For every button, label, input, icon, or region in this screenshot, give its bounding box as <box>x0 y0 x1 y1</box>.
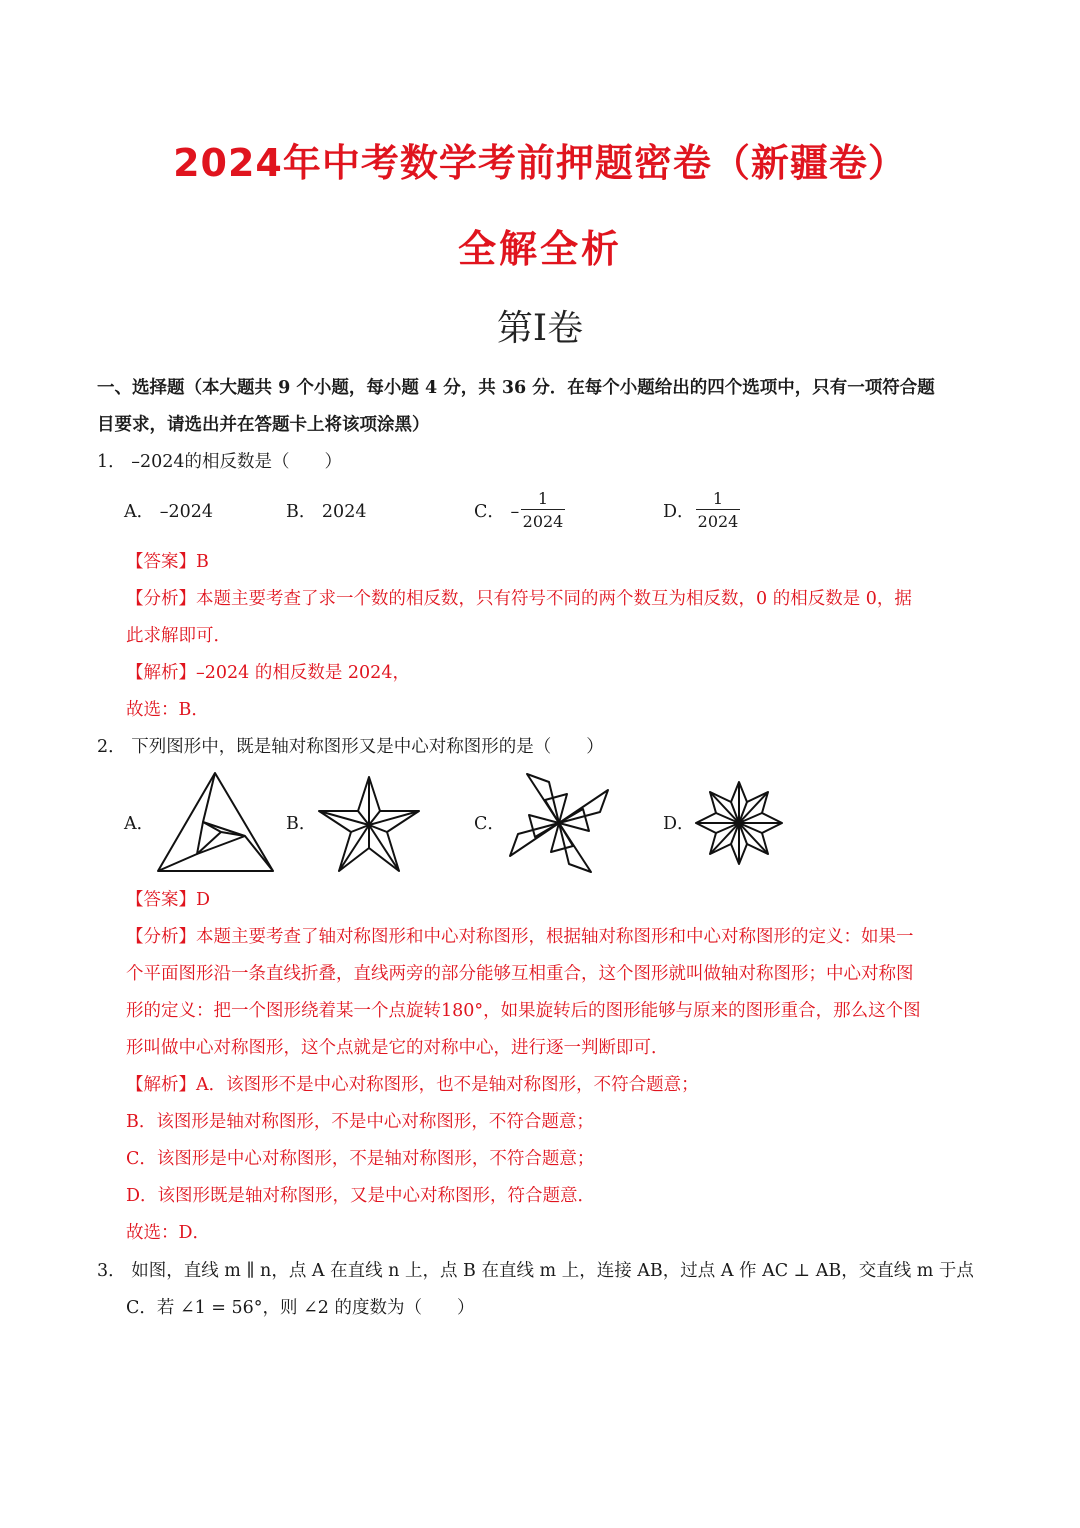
q2-analysis-line-3: 形的定义：把一个图形绕着某一个点旋转180°，如果旋转后的图形能够与原来的图形重合，那么这个图 <box>126 1001 921 1021</box>
q3-stem-line-1: 3． 如图，直线 m ∥ n，点 A 在直线 n 上，点 B 在直线 m 上，连接 AB，过点 A 作 AC ⊥ AB，交直线 m 于点 <box>97 1261 974 1281</box>
answer-tag: 【答案】 <box>126 890 196 910</box>
q2-figure-a <box>155 770 279 876</box>
q2-solution-a <box>126 1073 699 1097</box>
q1-option-b: B． 2024 <box>286 502 367 522</box>
q2-label-c: C． <box>474 814 505 834</box>
q1-analysis-line-2: 此求解即可． <box>126 626 231 646</box>
q1-option-d-label: D． <box>663 502 695 522</box>
q2-analysis-line-4: 形叫做中心对称图形，这个点就是它的对称中心，进行逐一判断即可． <box>126 1038 669 1058</box>
q2-choose: 故选：D． <box>126 1223 211 1243</box>
analysis-tag: 【分析】 <box>126 589 196 609</box>
q1-option-c-denominator: 2024 <box>522 512 564 531</box>
q1-solution <box>126 661 410 685</box>
solution-text: A．该图形不是中心对称图形，也不是轴对称图形，不符合题意； <box>196 1075 699 1095</box>
q1-answer <box>126 550 209 574</box>
answer-value: B <box>196 552 209 572</box>
section-heading-line-1: 一、选择题（本大题共 9 个小题，每小题 4 分，共 36 分．在每个小题给出的四个选项中，只有一项符合题 <box>97 378 935 398</box>
document-subtitle: 全解全析 <box>457 227 622 271</box>
q2-figure-c <box>505 770 613 876</box>
q1-option-c-numerator: 1 <box>537 489 549 508</box>
solution-tag: 【解析】 <box>126 1075 196 1095</box>
q1-analysis-line-1 <box>126 587 912 611</box>
answer-value: D <box>196 890 211 910</box>
section-heading-line-2: 目要求，请选出并在答题卡上将该项涂黑） <box>97 415 430 435</box>
q1-stem: 1． –2024的相反数是（ ） <box>97 452 342 472</box>
q1-option-d-denominator: 2024 <box>697 512 739 531</box>
q2-solution-c: C．该图形是中心对称图形，不是轴对称图形，不符合题意； <box>126 1149 595 1169</box>
q2-solution-d: D．该图形既是轴对称图形，又是中心对称图形，符合题意． <box>126 1186 596 1206</box>
q1-option-d-fraction <box>696 489 740 532</box>
answer-tag: 【答案】 <box>126 552 196 572</box>
q2-figure-d <box>694 780 784 866</box>
q1-choose: 故选：B． <box>126 700 209 720</box>
q1-option-c-label: C． – <box>474 502 520 522</box>
volume-heading: 第I卷 <box>496 308 584 349</box>
q3-stem-line-2: C．若 ∠1 = 56°，则 ∠2 的度数为（ ） <box>126 1298 475 1318</box>
q2-label-a: A． <box>124 814 155 834</box>
q2-label-b: B． <box>286 814 317 834</box>
q2-stem: 2． 下列图形中，既是轴对称图形又是中心对称图形的是（ ） <box>97 737 604 757</box>
q1-option-a: A． –2024 <box>124 502 213 522</box>
q2-answer <box>126 888 210 912</box>
analysis-tag: 【分析】 <box>126 927 196 947</box>
q2-figure-b <box>316 775 422 875</box>
q2-analysis-line-1 <box>126 925 914 949</box>
analysis-text: 本题主要考查了求一个数的相反数，只有符号不同的两个数互为相反数，0 的相反数是 0，据 <box>196 589 912 609</box>
document-title: 2024年中考数学考前押题密卷（新疆卷） <box>173 141 907 185</box>
q2-label-d: D． <box>663 814 695 834</box>
q1-option-c-fraction <box>521 489 565 532</box>
solution-text: –2024 的相反数是 2024， <box>196 663 410 683</box>
q2-analysis-line-2: 个平面图形沿一条直线折叠，直线两旁的部分能够互相重合，这个图形就叫做轴对称图形；中心对称图 <box>126 964 914 984</box>
q1-option-d-numerator: 1 <box>712 489 724 508</box>
solution-tag: 【解析】 <box>126 663 196 683</box>
q2-solution-b: B．该图形是轴对称图形，不是中心对称图形，不符合题意； <box>126 1112 594 1132</box>
analysis-text: 本题主要考查了轴对称图形和中心对称图形，根据轴对称图形和中心对称图形的定义：如果一 <box>196 927 914 947</box>
